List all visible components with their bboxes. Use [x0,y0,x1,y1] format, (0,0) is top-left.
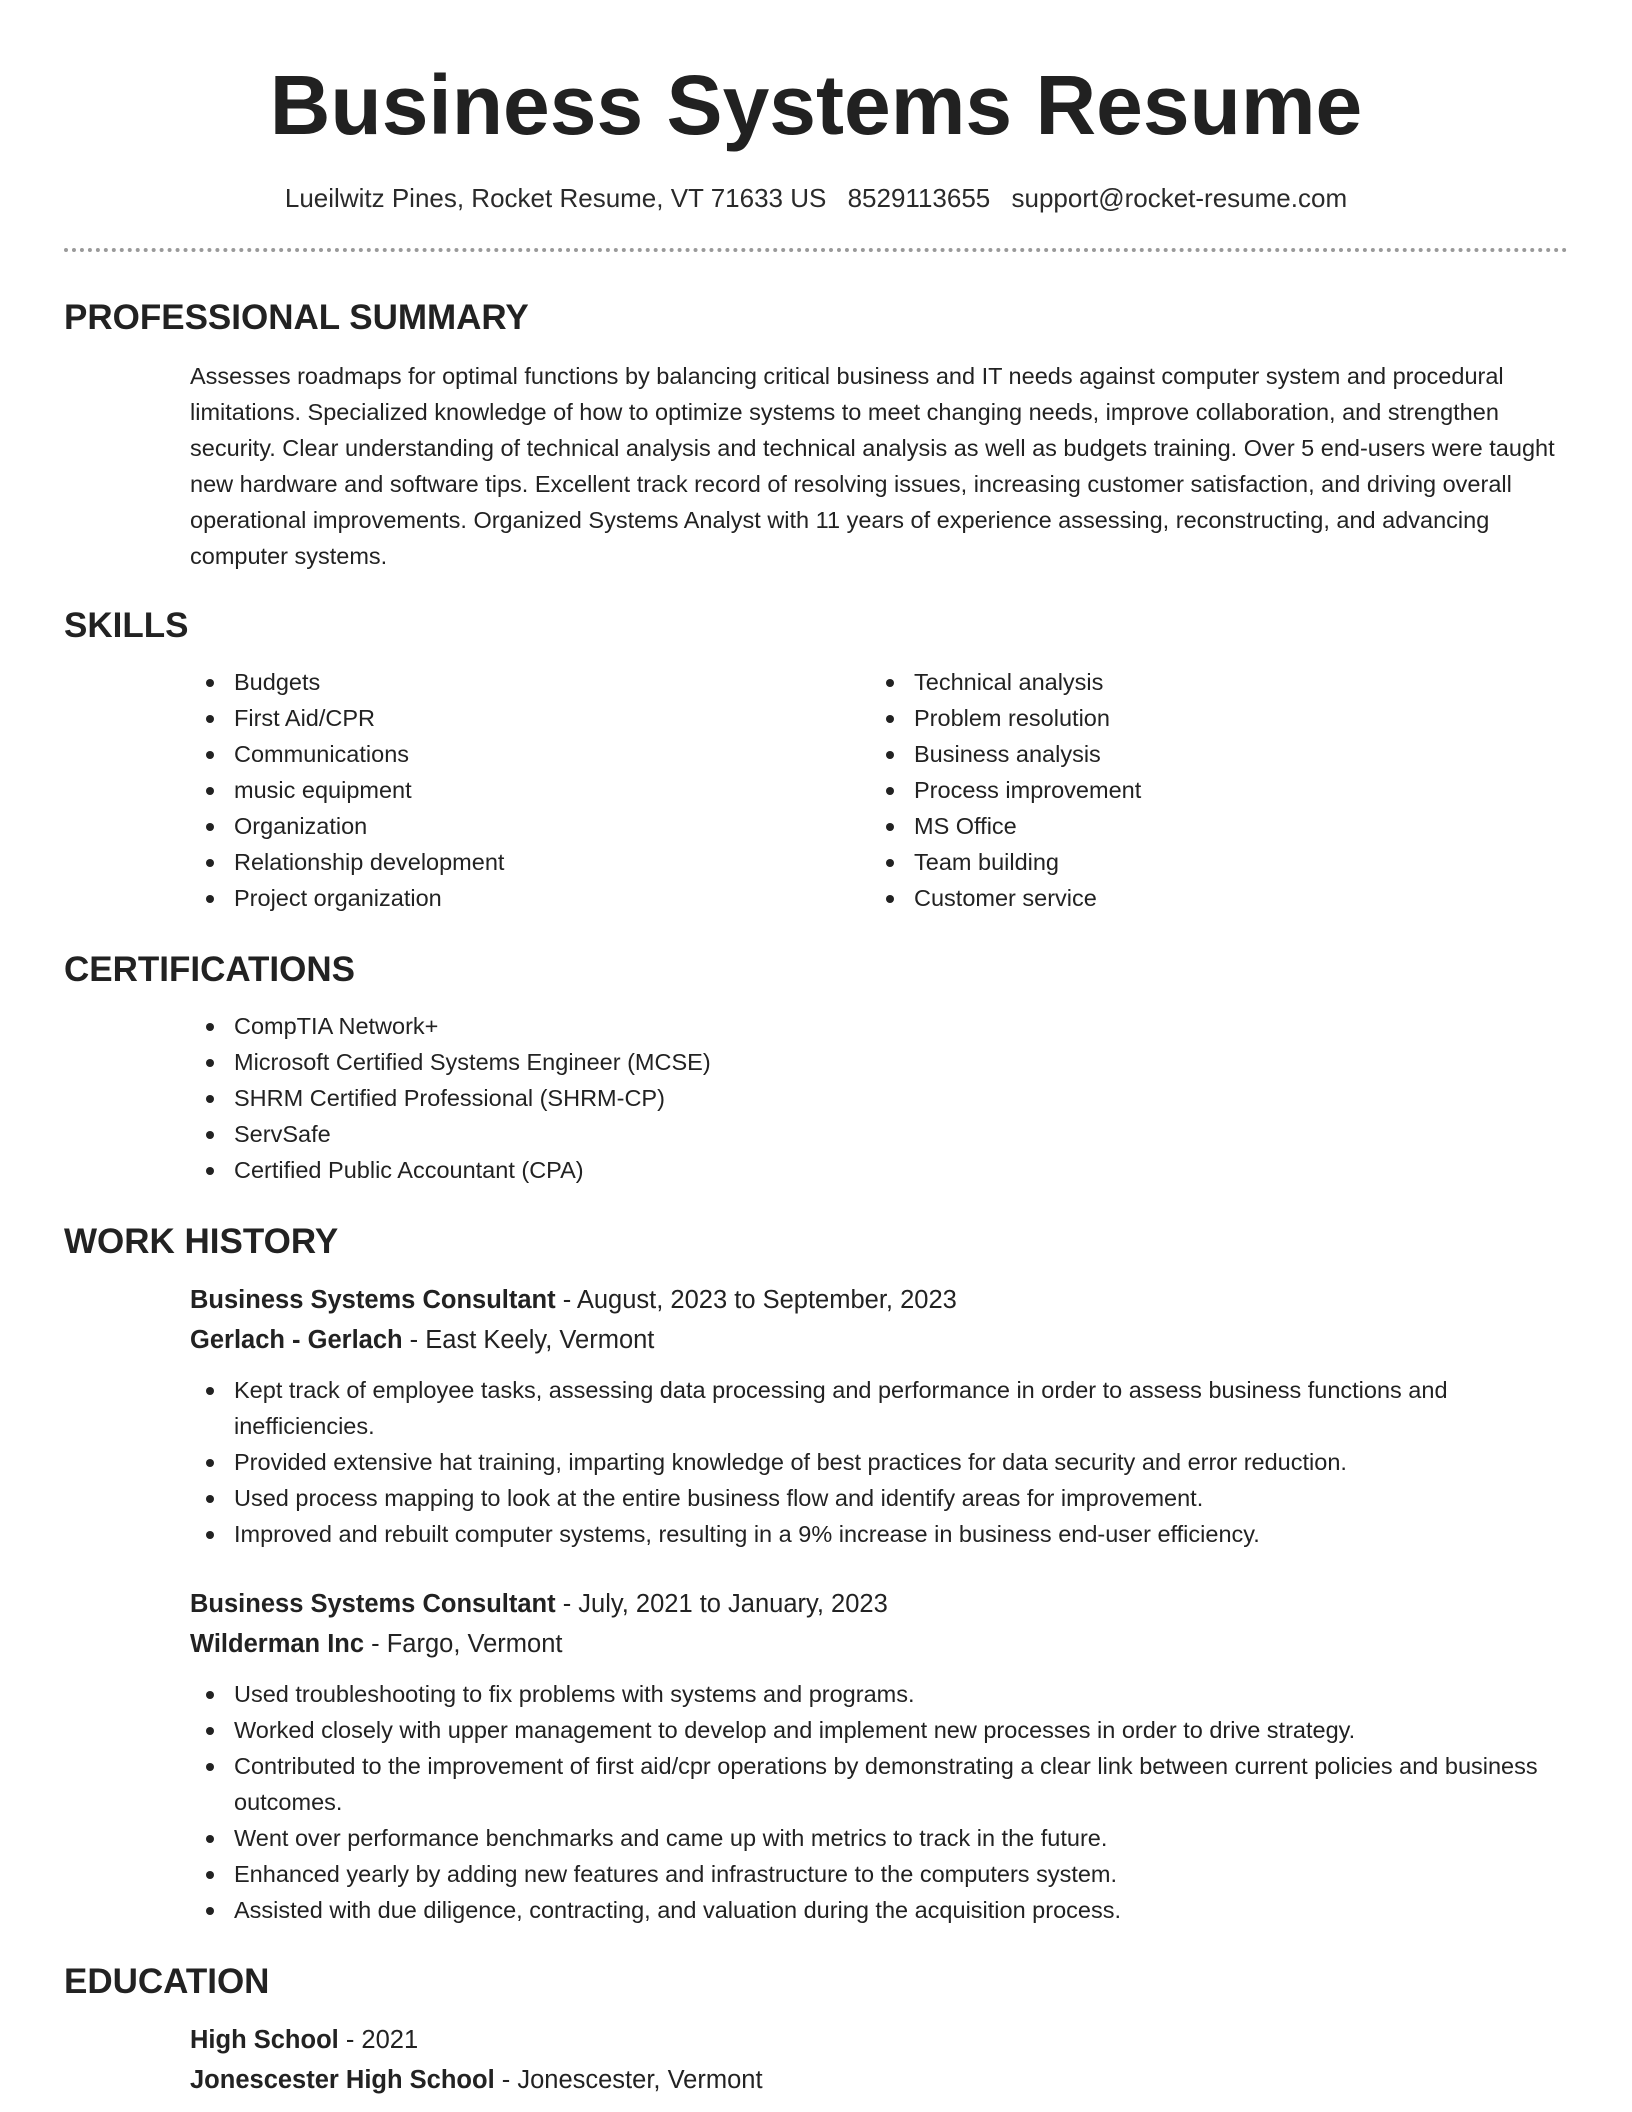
job-duty: Provided extensive hat training, imparting knowledge of best practices for data security and error reduction. [190,1444,1568,1480]
certification-item: SHRM Certified Professional (SHRM-CP) [190,1080,1568,1116]
skills-right-column [870,664,1550,916]
skill-item: Process improvement [870,772,1550,808]
summary-heading: PROFESSIONAL SUMMARY [64,298,529,337]
certification-item: CompTIA Network+ [190,1008,1568,1044]
education-location: - Jonescester, Vermont [494,2066,763,2094]
job-duty: Kept track of employee tasks, assessing data processing and performance in order to assess business functions and inefficiencies. [190,1372,1568,1444]
work-history-heading: WORK HISTORY [64,1222,339,1261]
job-duties-list [190,1372,1568,1552]
education-school-line [190,2060,1568,2100]
skill-item: Problem resolution [870,700,1550,736]
resume-header [64,0,1568,216]
skills-left-column [190,664,870,916]
skill-item: Organization [190,808,870,844]
summary-text: Assesses roadmaps for optimal functions by balancing critical business and IT needs against computer system and procedural limitations. Specialized knowledge of how to optimize systems to meet changing needs, improve collaboration, and strengthen security. Clear understanding of technical analysis and technical analysis as well as budgets training. Over 5 end-users were taught new hardware and software tips. Excellent track record of resolving issues, increasing customer satisfaction, and driving overall operational improvements. Organized Systems Analyst with 11 years of experience assessing, reconstructing, and advancing computer systems. [190,363,1555,569]
skill-item: Business analysis [870,736,1550,772]
certifications-heading: CERTIFICATIONS [64,950,356,989]
job-duty: Contributed to the improvement of first aid/cpr operations by demonstrating a clear link between current policies and business outcomes. [190,1748,1568,1820]
skill-item: Team building [870,844,1550,880]
header-divider [64,248,1568,252]
job-role: Business Systems Consultant [190,1590,556,1618]
skill-item: Technical analysis [870,664,1550,700]
job-duty: Used process mapping to look at the entire business flow and identify areas for improvement. [190,1480,1568,1516]
resume-title: Business Systems Resume [269,58,1363,152]
job-entry [190,1584,1568,1928]
education-degree: High School [190,2026,339,2054]
contact-phone: 8529113655 [847,183,991,213]
education-heading: EDUCATION [64,1962,270,2001]
skill-item: MS Office [870,808,1550,844]
skill-item: Budgets [190,664,870,700]
education-year: - 2021 [338,2026,419,2054]
skill-item: Relationship development [190,844,870,880]
education-entry [190,2020,1568,2100]
work-history-section [64,1220,1568,1928]
skills-grid [190,664,1568,916]
skill-item: Customer service [870,880,1550,916]
certifications-list [190,1008,1568,1188]
job-dates: - July, 2021 to January, 2023 [555,1590,888,1618]
skill-item: Communications [190,736,870,772]
job-company: Wilderman Inc [190,1630,365,1658]
job-duty: Improved and rebuilt computer systems, resulting in a 9% increase in business end-user efficiency. [190,1516,1568,1552]
skill-item: First Aid/CPR [190,700,870,736]
skill-item: Project organization [190,880,870,916]
job-role-line [190,1584,1568,1624]
job-company-line [190,1624,1568,1664]
job-duty: Worked closely with upper management to develop and implement new processes in order to drive strategy. [190,1712,1568,1748]
education-school: Jonescester High School [190,2066,495,2094]
job-location: - Fargo, Vermont [364,1630,563,1658]
job-entry [190,1280,1568,1552]
job-duty: Enhanced yearly by adding new features and infrastructure to the computers system. [190,1856,1568,1892]
certifications-section [64,948,1568,1188]
certification-item: Certified Public Accountant (CPA) [190,1152,1568,1188]
education-degree-line [190,2020,1568,2060]
skills-heading: SKILLS [64,606,189,645]
job-dates: - August, 2023 to September, 2023 [555,1286,957,1314]
certification-item: Microsoft Certified Systems Engineer (MCSE) [190,1044,1568,1080]
job-duty: Used troubleshooting to fix problems with systems and programs. [190,1676,1568,1712]
certification-item: ServSafe [190,1116,1568,1152]
job-company-line [190,1320,1568,1360]
job-duties-list [190,1676,1568,1928]
skill-item: music equipment [190,772,870,808]
job-role-line [190,1280,1568,1320]
job-role: Business Systems Consultant [190,1286,556,1314]
contact-line [64,180,1568,216]
skills-section [64,604,1568,916]
job-location: - East Keely, Vermont [402,1326,655,1354]
summary-section [64,296,1568,574]
contact-address: Lueilwitz Pines, Rocket Resume, VT 71633 US [284,183,827,213]
job-duty: Went over performance benchmarks and came up with metrics to track in the future. [190,1820,1568,1856]
education-section [64,1960,1568,2100]
job-company: Gerlach - Gerlach [190,1326,403,1354]
job-duty: Assisted with due diligence, contracting, and valuation during the acquisition process. [190,1892,1568,1928]
contact-email[interactable]: support@rocket-resume.com [1011,183,1348,213]
